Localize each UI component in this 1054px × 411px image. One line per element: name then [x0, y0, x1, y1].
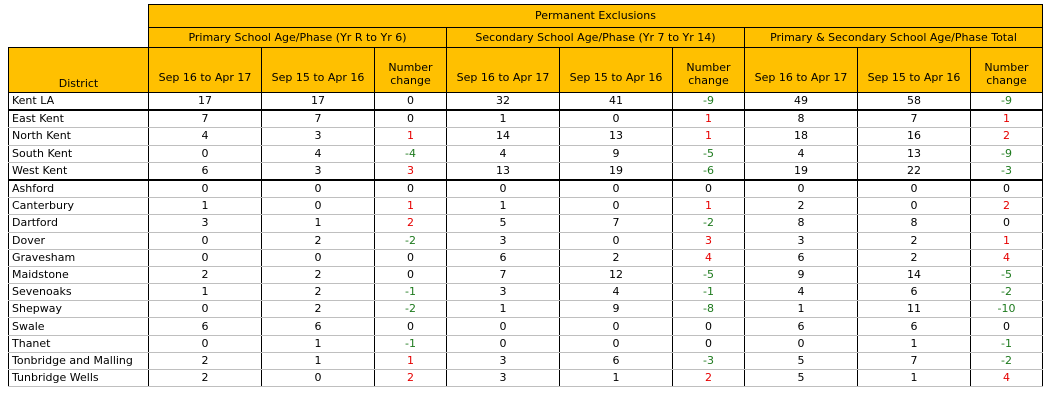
value-cell: 8	[858, 215, 971, 232]
value-cell: 11	[858, 301, 971, 318]
change-cell: 0	[971, 215, 1043, 232]
value-cell: 1	[149, 198, 262, 215]
value-cell: 7	[262, 110, 375, 128]
change-cell: 0	[375, 110, 447, 128]
table-row	[9, 284, 1043, 301]
value-cell: 2	[149, 352, 262, 369]
change-cell: 0	[375, 93, 447, 111]
value-cell: 0	[262, 249, 375, 266]
district-name: South Kent	[9, 145, 149, 162]
value-cell: 0	[447, 180, 560, 198]
value-cell: 0	[745, 180, 858, 198]
value-cell: 5	[745, 370, 858, 387]
change-cell: 4	[673, 249, 745, 266]
value-cell: 6	[149, 318, 262, 335]
change-cell: -1	[375, 284, 447, 301]
district-name: East Kent	[9, 110, 149, 128]
column-header: Sep 16 to Apr 17	[447, 48, 560, 93]
group-header-total: Primary & Secondary School Age/Phase Total	[745, 28, 1043, 48]
column-header: Number change	[673, 48, 745, 93]
district-name: Canterbury	[9, 198, 149, 215]
change-cell: -10	[971, 301, 1043, 318]
value-cell: 3	[447, 284, 560, 301]
change-cell: 1	[375, 198, 447, 215]
value-cell: 7	[560, 215, 673, 232]
change-cell: -3	[971, 162, 1043, 180]
value-cell: 0	[149, 249, 262, 266]
value-cell: 6	[262, 318, 375, 335]
value-cell: 1	[262, 335, 375, 352]
change-cell: 3	[673, 232, 745, 249]
value-cell: 2	[262, 232, 375, 249]
value-cell: 3	[149, 215, 262, 232]
column-header: Sep 15 to Apr 16	[262, 48, 375, 93]
column-header: Number change	[971, 48, 1043, 93]
change-cell: -8	[673, 301, 745, 318]
change-cell: 3	[375, 162, 447, 180]
change-cell: 0	[673, 318, 745, 335]
value-cell: 49	[745, 93, 858, 111]
table-row	[9, 145, 1043, 162]
exclusions-table	[8, 4, 1043, 387]
value-cell: 4	[745, 284, 858, 301]
change-cell: 4	[971, 370, 1043, 387]
value-cell: 9	[745, 266, 858, 283]
value-cell: 0	[149, 145, 262, 162]
value-cell: 9	[560, 301, 673, 318]
change-cell: 2	[375, 370, 447, 387]
district-name: Thanet	[9, 335, 149, 352]
value-cell: 6	[858, 284, 971, 301]
table-row	[9, 335, 1043, 352]
value-cell: 6	[858, 318, 971, 335]
change-cell: -5	[673, 145, 745, 162]
value-cell: 0	[447, 335, 560, 352]
value-cell: 7	[447, 266, 560, 283]
value-cell: 0	[858, 198, 971, 215]
value-cell: 32	[447, 93, 560, 111]
value-cell: 5	[447, 215, 560, 232]
value-cell: 0	[560, 318, 673, 335]
table-row	[9, 215, 1043, 232]
value-cell: 3	[447, 370, 560, 387]
change-cell: -2	[375, 232, 447, 249]
value-cell: 1	[447, 198, 560, 215]
value-cell: 1	[858, 335, 971, 352]
value-cell: 0	[447, 318, 560, 335]
value-cell: 8	[745, 110, 858, 128]
value-cell: 5	[745, 352, 858, 369]
value-cell: 0	[262, 370, 375, 387]
change-cell: -9	[971, 145, 1043, 162]
value-cell: 3	[262, 128, 375, 145]
value-cell: 0	[262, 180, 375, 198]
value-cell: 7	[858, 110, 971, 128]
table-row	[9, 266, 1043, 283]
value-cell: 1	[149, 284, 262, 301]
value-cell: 0	[560, 198, 673, 215]
table-row	[9, 93, 1043, 111]
change-cell: 1	[673, 128, 745, 145]
change-cell: 0	[375, 180, 447, 198]
value-cell: 4	[447, 145, 560, 162]
value-cell: 3	[447, 352, 560, 369]
table-row	[9, 162, 1043, 180]
value-cell: 0	[149, 335, 262, 352]
value-cell: 6	[447, 249, 560, 266]
change-cell: 4	[971, 249, 1043, 266]
table-row	[9, 128, 1043, 145]
value-cell: 8	[745, 215, 858, 232]
value-cell: 1	[262, 215, 375, 232]
value-cell: 0	[560, 232, 673, 249]
change-cell: 0	[375, 249, 447, 266]
table-row	[9, 110, 1043, 128]
district-name: West Kent	[9, 162, 149, 180]
value-cell: 0	[858, 180, 971, 198]
group-header-primary: Primary School Age/Phase (Yr R to Yr 6)	[149, 28, 447, 48]
value-cell: 1	[745, 301, 858, 318]
district-name: Tunbridge Wells	[9, 370, 149, 387]
value-cell: 1	[447, 301, 560, 318]
value-cell: 13	[560, 128, 673, 145]
change-cell: -2	[971, 284, 1043, 301]
value-cell: 2	[745, 198, 858, 215]
value-cell: 2	[262, 266, 375, 283]
value-cell: 13	[447, 162, 560, 180]
table-row	[9, 180, 1043, 198]
district-header: District	[9, 48, 149, 93]
district-name: Dartford	[9, 215, 149, 232]
table-row	[9, 318, 1043, 335]
value-cell: 0	[560, 180, 673, 198]
value-cell: 1	[560, 370, 673, 387]
change-cell: 1	[375, 128, 447, 145]
value-cell: 0	[560, 335, 673, 352]
value-cell: 22	[858, 162, 971, 180]
change-cell: -1	[673, 284, 745, 301]
value-cell: 17	[262, 93, 375, 111]
table-row	[9, 370, 1043, 387]
change-cell: -5	[971, 266, 1043, 283]
change-cell: 2	[673, 370, 745, 387]
column-header: Number change	[375, 48, 447, 93]
district-name: Shepway	[9, 301, 149, 318]
value-cell: 14	[858, 266, 971, 283]
blank-cell	[9, 28, 149, 48]
change-cell: 2	[971, 128, 1043, 145]
value-cell: 7	[858, 352, 971, 369]
change-cell: -9	[673, 93, 745, 111]
change-cell: 0	[971, 180, 1043, 198]
value-cell: 19	[745, 162, 858, 180]
change-cell: 0	[673, 180, 745, 198]
district-name: Kent LA	[9, 93, 149, 111]
table-title: Permanent Exclusions	[149, 5, 1043, 28]
change-cell: 0	[971, 318, 1043, 335]
value-cell: 2	[858, 249, 971, 266]
value-cell: 3	[745, 232, 858, 249]
table-row	[9, 352, 1043, 369]
value-cell: 0	[149, 301, 262, 318]
value-cell: 3	[447, 232, 560, 249]
district-name: Dover	[9, 232, 149, 249]
value-cell: 2	[560, 249, 673, 266]
change-cell: 2	[971, 198, 1043, 215]
value-cell: 18	[745, 128, 858, 145]
district-name: Gravesham	[9, 249, 149, 266]
value-cell: 1	[262, 352, 375, 369]
value-cell: 0	[149, 232, 262, 249]
change-cell: -9	[971, 93, 1043, 111]
table-row	[9, 249, 1043, 266]
column-header: Sep 16 to Apr 17	[745, 48, 858, 93]
value-cell: 12	[560, 266, 673, 283]
table-row	[9, 198, 1043, 215]
table-row	[9, 232, 1043, 249]
group-header-secondary: Secondary School Age/Phase (Yr 7 to Yr 14)	[447, 28, 745, 48]
change-cell: -6	[673, 162, 745, 180]
value-cell: 0	[262, 198, 375, 215]
change-cell: 1	[375, 352, 447, 369]
value-cell: 7	[149, 110, 262, 128]
district-name: Swale	[9, 318, 149, 335]
change-cell: 0	[375, 266, 447, 283]
district-name: Ashford	[9, 180, 149, 198]
value-cell: 4	[262, 145, 375, 162]
change-cell: 0	[673, 335, 745, 352]
value-cell: 1	[447, 110, 560, 128]
change-cell: -3	[673, 352, 745, 369]
value-cell: 4	[149, 128, 262, 145]
value-cell: 41	[560, 93, 673, 111]
column-header: Sep 15 to Apr 16	[560, 48, 673, 93]
value-cell: 0	[745, 335, 858, 352]
change-cell: -1	[971, 335, 1043, 352]
value-cell: 2	[149, 370, 262, 387]
change-cell: -2	[971, 352, 1043, 369]
value-cell: 6	[745, 249, 858, 266]
value-cell: 14	[447, 128, 560, 145]
change-cell: -5	[673, 266, 745, 283]
blank-cell	[9, 5, 149, 28]
change-cell: 1	[971, 232, 1043, 249]
value-cell: 6	[745, 318, 858, 335]
change-cell: 1	[673, 198, 745, 215]
value-cell: 6	[149, 162, 262, 180]
column-header: Sep 16 to Apr 17	[149, 48, 262, 93]
district-name: Tonbridge and Malling	[9, 352, 149, 369]
district-name: North Kent	[9, 128, 149, 145]
value-cell: 2	[262, 284, 375, 301]
change-cell: -2	[375, 301, 447, 318]
value-cell: 2	[149, 266, 262, 283]
value-cell: 0	[149, 180, 262, 198]
value-cell: 6	[560, 352, 673, 369]
column-header: Sep 15 to Apr 16	[858, 48, 971, 93]
district-name: Maidstone	[9, 266, 149, 283]
value-cell: 2	[858, 232, 971, 249]
table-row	[9, 301, 1043, 318]
value-cell: 3	[262, 162, 375, 180]
value-cell: 17	[149, 93, 262, 111]
change-cell: 2	[375, 215, 447, 232]
value-cell: 9	[560, 145, 673, 162]
value-cell: 0	[560, 110, 673, 128]
value-cell: 16	[858, 128, 971, 145]
value-cell: 2	[262, 301, 375, 318]
change-cell: -1	[375, 335, 447, 352]
change-cell: -2	[673, 215, 745, 232]
value-cell: 1	[858, 370, 971, 387]
change-cell: 1	[971, 110, 1043, 128]
change-cell: -4	[375, 145, 447, 162]
change-cell: 0	[375, 318, 447, 335]
value-cell: 4	[560, 284, 673, 301]
value-cell: 4	[745, 145, 858, 162]
value-cell: 58	[858, 93, 971, 111]
value-cell: 13	[858, 145, 971, 162]
change-cell: 1	[673, 110, 745, 128]
value-cell: 19	[560, 162, 673, 180]
district-name: Sevenoaks	[9, 284, 149, 301]
